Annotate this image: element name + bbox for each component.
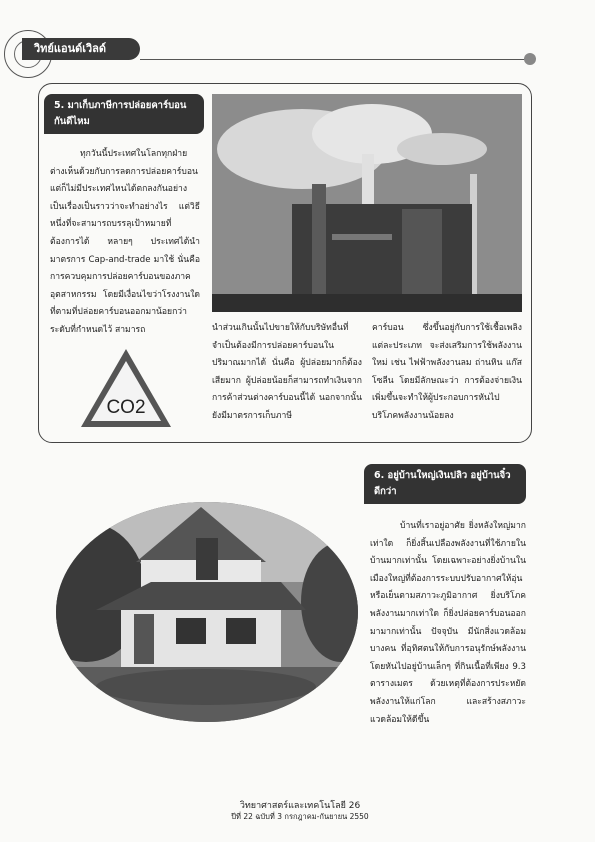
section-5-col3: คาร์บอน ซึ่งขึ้นอยู่กับการใช้เชื้อเพลิงแต่ละประเภท จะส่งเสริมการใช้พลังงานใหม่ เช่น ไฟฟ้าพลังงานลม ถ่านหิน แก๊สโซลีน โดยมีลักษณะว่า การต้องจ่ายเงินเพิ่มขึ้นจะทำให้ผู้ประกอบการหันไปบริโภคพลังงานน้อยลง: [372, 323, 522, 421]
header-title: วิทย์แอนด์เวิลด์: [22, 38, 140, 60]
house-photo: [56, 502, 358, 722]
header-dot: [524, 53, 536, 65]
section-5-col1: ทุกวันนี้ประเทศในโลกทุกฝ่ายต่างเห็นด้วยกับการลดการปล่อยคาร์บอน แต่ก็ไม่มีประเทศไหนได้ตกลงกันอย่างเป็นเรื่องเป็นราวว่าจะทำอย่างไร แต่วิธีหนึ่งที่จะสามารถบรรลุเป้าหมายที่ต้องการได้ หลายๆ ประเทศได้นำมาตรการ Cap-and-trade มาใช้ นั่นคือ การควบคุมการปล่อยคาร์บอนของภาคอุตสาหกรรม โดยมีเงื่อนไขว่าโรงงานใดที่ตามที่ปล่อยคาร์บอนออกมาน้อยกว่าระดับที่กำหนดไว้ สามารถ: [50, 149, 200, 335]
co2-sign-text: CO2: [106, 397, 146, 418]
footer-line-2: ปีที่ 22 ฉบับที่ 3 กรกฎาคม-กันยายน 2550: [231, 812, 369, 821]
section-5-col2: นำส่วนเกินนั้นไปขายให้กับบริษัทอื่นที่จำเป็นต้องมีการปล่อยคาร์บอนในปริมาณมากได้ นั่นคือ ผู้ปล่อยมากก็ต้องเสียมาก ผู้ปล่อยน้อยก็สามารถทำเงินจากการค้าส่วนต่างคาร์บอนนี้ได้ นอกจากนั้น ยังมีมาตรการเก็บภาษี: [212, 323, 362, 421]
footer-page-number: 26: [348, 801, 361, 811]
section-6-title: 6. อยู่บ้านใหญ่เงินปลิว อยู่บ้านจิ๋วดีกว่า: [364, 464, 526, 504]
factory-photo: [212, 94, 522, 312]
footer-magazine: วิทยาศาสตร์และเทคโนโลยี: [239, 801, 346, 811]
section-6-body: บ้านที่เราอยู่อาศัย ยิ่งหลังใหญ่มากเท่าใด ก็ยิ่งสิ้นเปลืองพลังงานที่ใช้ภายในบ้านมากเท่านั้น โดยเฉพาะอย่างยิ่งบ้านในเมืองใหญ่ที่ต้องการระบบปรับอากาศให้อุ่นหรือเย็นตามสภาวะภูมิอากาศ ยิ่งบริโภคพลังงานมากเท่าใด ก็ยิ่งปล่อยคาร์บอนออกมามากเท่านั้น ปัจจุบัน มีนักสิ่งแวดล้อมบางคน ที่อุทิศตนให้กับการอนุรักษ์พลังงาน โดยหันไปอยู่บ้านเล็กๆ ที่กินเนื้อที่เพียง 9.3 ตารางเมตร ด้วยเหตุที่ต้องการประหยัดพลังงานให้แก่โลก และสร้างสภาวะแวดล้อมให้ดีขึ้น: [370, 521, 526, 725]
section-5-title: 5. มาเก็บภาษีการปล่อยคาร์บอนกันดีไหม: [44, 94, 204, 134]
co2-warning-sign: [78, 346, 174, 430]
header-rule: [140, 59, 528, 60]
footer-line-1: [200, 798, 400, 812]
